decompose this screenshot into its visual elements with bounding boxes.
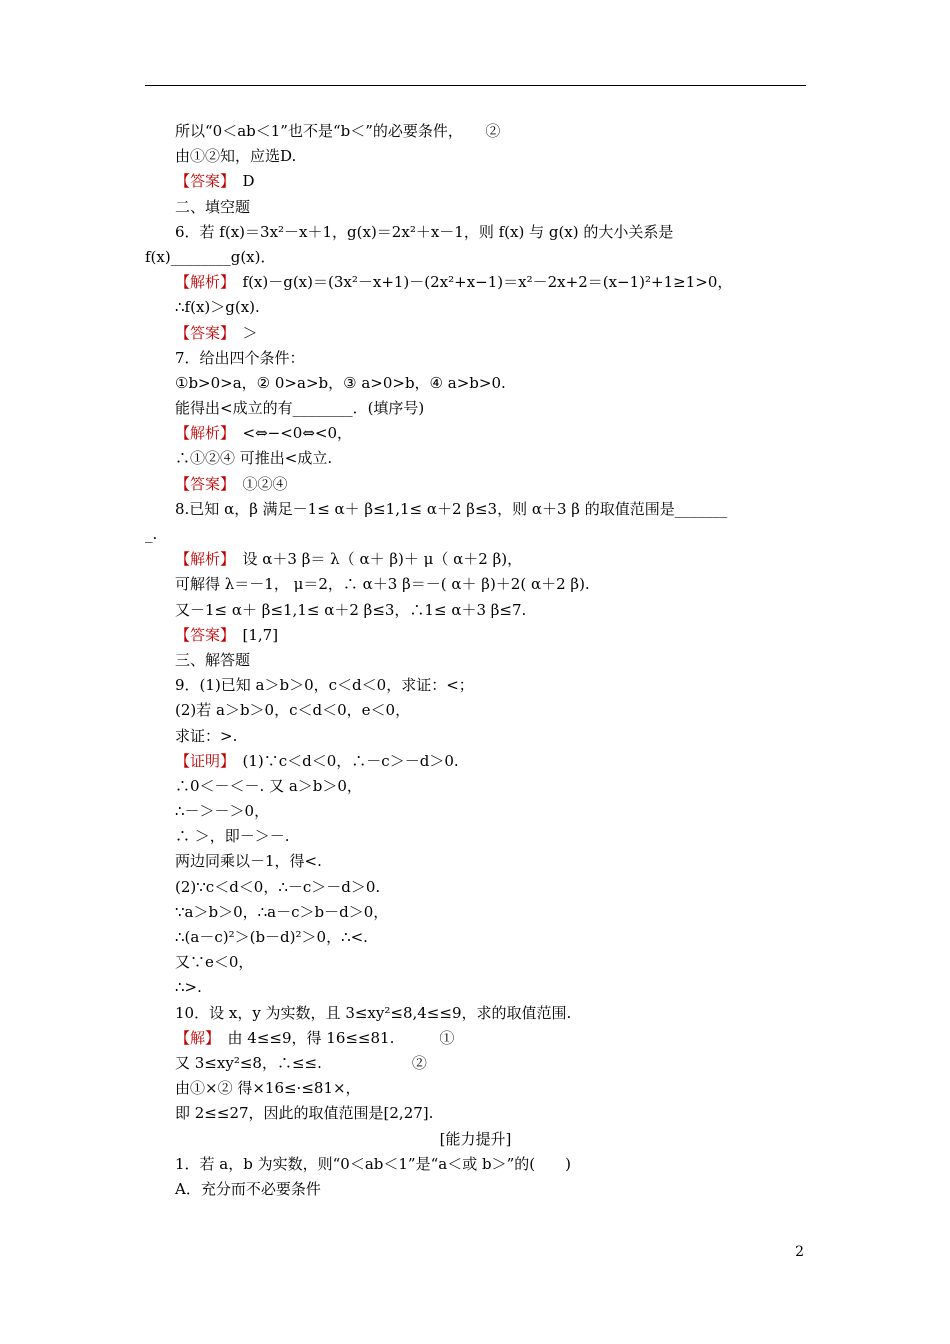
text-line [175, 421, 806, 446]
text-line [175, 1101, 806, 1126]
text-line [175, 975, 806, 1000]
text-line [175, 1076, 806, 1101]
line-text: 又－1≤ α＋ β≤1,1≤ α＋2 β≤3，∴1≤ α＋3 β≤7. [175, 600, 527, 619]
line-text: 又 3≤xy²≤8，∴≤≤. ② [175, 1053, 427, 1072]
line-text: f(x)________g(x)． [145, 247, 276, 266]
section-tag: 【答案】 [175, 172, 228, 191]
section-tag: 【解析】 [175, 273, 228, 292]
section-tag: 【解】 [175, 1028, 213, 1047]
section-tag: 【答案】 [175, 625, 228, 644]
line-text: [1,7] [227, 625, 279, 644]
text-line [175, 1152, 806, 1177]
line-text: 设 α＋3 β＝ λ（ α＋ β)＋ μ（ α＋2 β)， [227, 550, 523, 569]
line-text: ∴>. [175, 978, 202, 997]
line-text: ∴－＞－＞0， [175, 802, 270, 821]
line-text: ①②④ [227, 474, 288, 493]
line-text: 可解得 λ＝－1， μ＝2，∴ α＋3 β＝－( α＋ β)＋2( α＋2 β). [175, 575, 590, 594]
text-line [175, 119, 806, 144]
text-line [175, 547, 806, 572]
line-text: 9．(1)已知 a＞b＞0，c＜d＜0，求证：<； [175, 676, 474, 695]
line-text: ∴ ＞，即－＞－. [175, 827, 290, 846]
line-text: 两边同乘以－1，得<. [175, 852, 322, 871]
text-line [175, 900, 806, 925]
text-line [175, 774, 806, 799]
text-line [175, 950, 806, 975]
text-line [175, 169, 806, 194]
text-line [145, 1127, 806, 1152]
section-tag: 【证明】 [175, 751, 228, 770]
line-text: 又∵e＜0， [175, 953, 254, 972]
text-line [175, 673, 806, 698]
text-line [175, 648, 806, 673]
line-text: 由①②知，应选D. [175, 147, 297, 166]
line-text: 能得出<成立的有________．(填序号) [175, 399, 425, 418]
line-text: 8.已知 α，β 满足－1≤ α＋ β≤1,1≤ α＋2 β≤3，则 α＋3 β 的取值范围是_______ [175, 499, 728, 518]
text-line [175, 472, 806, 497]
text-line [175, 396, 806, 421]
line-text: ①b>0>a，② 0>a>b，③ a>0>b，④ a>b>0. [175, 373, 506, 392]
line-text: A．充分而不必要条件 [175, 1179, 321, 1198]
line-text: ∴0＜－＜－. 又 a＞b＞0， [175, 776, 362, 795]
line-text: (2)若 a＞b＞0，c＜d＜0，e＜0， [175, 701, 411, 720]
line-text: 10．设 x，y 为实数，且 3≤xy²≤8,4≤≤9，求的取值范围. [175, 1003, 572, 1022]
line-text: 由 4≤≤9，得 16≤≤81. ① [212, 1028, 455, 1047]
line-text: 求证：>. [175, 726, 238, 745]
section-tag: 【答案】 [175, 474, 228, 493]
text-line [175, 724, 806, 749]
text-line [175, 195, 806, 220]
line-text: 三、解答题 [175, 650, 251, 669]
text-line [175, 1026, 806, 1051]
line-text: 由①×② 得×16≤·≤81×， [175, 1079, 361, 1098]
text-line [175, 572, 806, 597]
line-text: <⇔−<0⇔<0， [227, 424, 353, 443]
text-line [175, 623, 806, 648]
line-text: 二、填空题 [175, 197, 251, 216]
line-text: ∴①②④ 可推出<成立. [175, 449, 333, 468]
line-text: (2)∵c＜d＜0，∴－c＞－d＞0. [175, 877, 381, 896]
line-text: 1．若 a，b 为实数，则“0＜ab＜1”是“a＜或 b＞”的( ) [175, 1154, 571, 1173]
text-line [175, 295, 806, 320]
line-text: ＞ [227, 323, 258, 342]
line-text: [能力提升] [439, 1129, 512, 1148]
text-line [175, 446, 806, 471]
section-tag: 【解析】 [175, 550, 228, 569]
text-line [145, 522, 806, 547]
text-line [175, 1051, 806, 1076]
text-line [175, 144, 806, 169]
line-text: 所以“0＜ab＜1”也不是“b＜”的必要条件， ② [175, 122, 501, 140]
text-line [175, 346, 806, 371]
text-line [175, 1001, 806, 1026]
text-line [175, 925, 806, 950]
text-line [175, 799, 806, 824]
line-text: (1)∵c＜d＜0，∴－c＞－d＞0. [227, 751, 459, 770]
text-line [175, 1177, 806, 1202]
text-line [175, 598, 806, 623]
text-line [175, 875, 806, 900]
line-text: _. [145, 525, 158, 543]
line-text: 6．若 f(x)＝3x²－x＋1，g(x)＝2x²＋x－1，则 f(x) 与 g(x) 的大小关系是 [175, 222, 674, 241]
text-line [175, 220, 806, 245]
header-rule [145, 85, 806, 86]
line-text: ∵a＞b＞0，∴a－c＞b－d＞0， [175, 902, 389, 921]
line-text: ∴f(x)＞g(x). [175, 298, 260, 317]
text-line [175, 270, 806, 295]
document-body [145, 119, 806, 1202]
text-line [175, 824, 806, 849]
line-text: 即 2≤≤27，因此的取值范围是[2,27]. [175, 1104, 434, 1123]
text-line [175, 698, 806, 723]
section-tag: 【答案】 [175, 323, 228, 342]
line-text: 7．给出四个条件： [175, 348, 305, 367]
text-line [175, 497, 806, 522]
line-text: D [227, 172, 255, 191]
line-text: f(x)－g(x)＝(3x²－x+1)－(2x²+x−1)＝x²－2x+2＝(x−1)²+1≥1>0， [227, 273, 733, 292]
text-line [175, 749, 806, 774]
text-line [175, 849, 806, 874]
text-line [175, 371, 806, 396]
section-tag: 【解析】 [175, 424, 228, 443]
line-text: ∴(a－c)²＞(b－d)²＞0，∴<. [175, 928, 368, 946]
page-number: 2 [795, 1244, 804, 1260]
text-line [175, 321, 806, 346]
text-line [145, 245, 806, 270]
